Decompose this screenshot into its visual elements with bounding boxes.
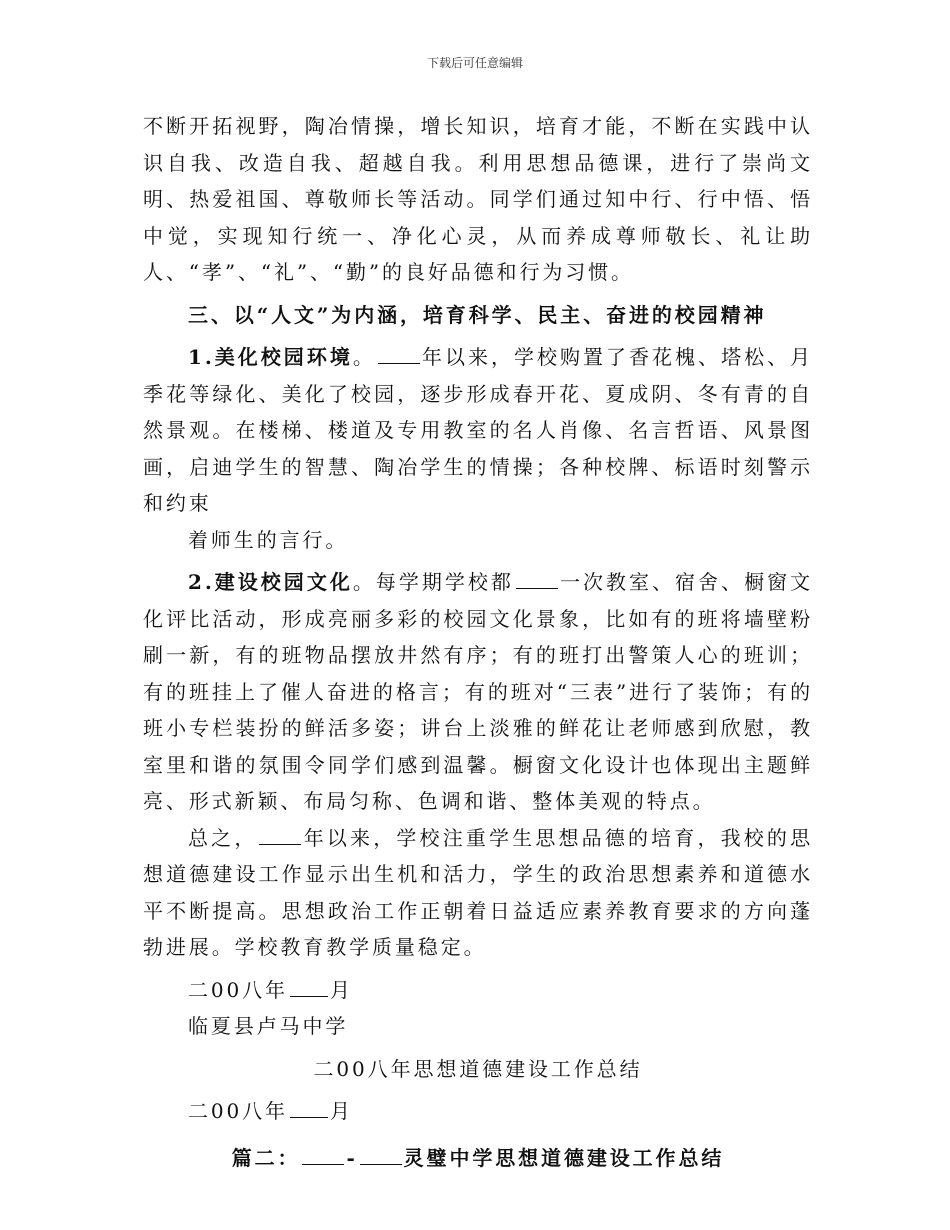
paragraph-campus-culture	[143, 564, 813, 820]
fill-blank	[302, 1146, 344, 1165]
summary-title: 二00八年思想道德建设工作总结	[313, 1056, 643, 1081]
fill-blank	[290, 1099, 328, 1118]
document-body	[143, 108, 813, 1176]
paragraph-campus-environment	[143, 339, 813, 522]
paragraph-continuation: 着师生的言行。	[188, 527, 349, 552]
fill-blank	[290, 978, 328, 997]
dash: -	[346, 1145, 358, 1170]
part-label: 篇二：	[231, 1145, 301, 1170]
date-prefix: 二00八年	[188, 1099, 288, 1123]
date-line-1	[143, 972, 813, 1009]
date-line-2	[143, 1093, 813, 1130]
fill-blank	[378, 345, 420, 364]
fill-blank	[360, 1146, 402, 1165]
section-heading-3: 三、以“人文”为内涵，培育科学、民主、奋进的校园精神	[188, 302, 767, 327]
item2-text-a: 。每学期学校都	[352, 570, 514, 594]
item1-text-a: 。	[352, 345, 376, 369]
page-header: 下载后可任意编辑	[426, 56, 523, 70]
date-prefix: 二00八年	[188, 977, 288, 1002]
part-title-text: 灵璧中学思想道德建设工作总结	[403, 1145, 725, 1170]
paragraph-summary	[143, 820, 813, 966]
fill-blank	[259, 826, 301, 845]
summary-text-a: 总之，	[188, 825, 258, 850]
paragraph-moral-education: 不断开拓视野，陶冶情操，增长知识，培育才能，不断在实践中认识自我、改造自我、超越自我。利用思想品德课，进行了崇尚文明、热爱祖国、尊敬师长等活动。同学们通过知中行、行中悟、悟中觉，实现知行统一、净化心灵，从而养成尊师敬长、礼让助人、“孝”、“礼”、“勤”的良好品德和行为习惯。	[143, 114, 813, 284]
item1-text-b: 年以来，学校购置了香花槐、塔松、月季花等绿化、美化了校园，逐步形成春开花、夏成阴、冬有青的自然景观。在楼梯、楼道及专用教室的名人肖像、名言哲语、风景图画，启迪学生的智慧、陶冶学生的情操；各种校牌、标语时刻警示和约束	[143, 345, 813, 515]
school-name: 临夏县卢马中学	[188, 1014, 349, 1038]
summary-text-b: 年以来，学校注重学生思想品德的培育，我校的思想道德建设工作显示出生机和活力，学生的政治思想素养和道德水平不断提高。思想政治工作正朝着日益适应素养教育要求的方向蓬勃进展。学校教育教学质量稳定。	[143, 825, 813, 959]
item-title-1: 1.美化校园环境	[188, 345, 353, 369]
item2-text-b: 一次教室、宿舍、橱窗文化评比活动，形成亮丽多彩的校园文化景象，比如有的班将墙壁粉刷一新，有的班物品摆放井然有序；有的班打出警策人心的班训；有的班挂上了催人奋进的格言；有的班对“三表”进行了装饰；有的班小专栏装扮的鲜活多姿；讲台上淡雅的鲜花让老师感到欣慰，教室里和谐的氛围令同学们感到温馨。橱窗文化设计也体现出主题鲜亮、形式新颖、布局匀称、色调和谐、整体美观的特点。	[143, 570, 813, 813]
part-two-title	[143, 1140, 813, 1177]
date-suffix: 月	[329, 977, 353, 1002]
item-title-2: 2.建设校园文化	[188, 570, 353, 594]
fill-blank	[516, 570, 558, 589]
date-suffix: 月	[329, 1099, 353, 1123]
